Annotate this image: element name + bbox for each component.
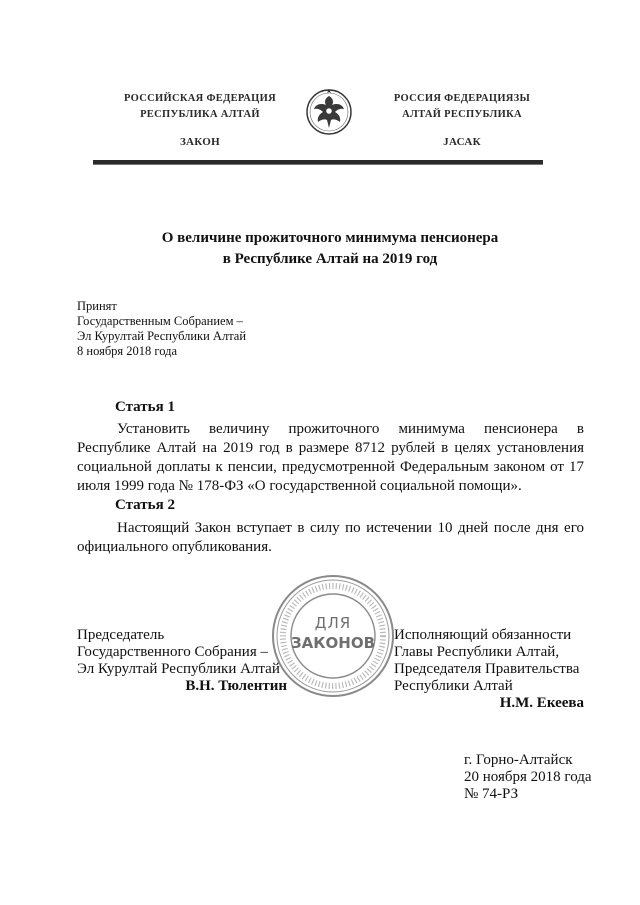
header-doctype-ru: ЗАКОН <box>179 136 221 148</box>
article-1-heading: Статья 1 <box>115 399 175 415</box>
signature-right-line-4: Республики Алтай <box>394 678 513 694</box>
place-city: г. Горно-Алтайск <box>464 752 573 768</box>
header-country-ru: РОССИЙСКАЯ ФЕДЕРАЦИЯ <box>124 93 276 104</box>
signature-right-line-2: Главы Республики Алтай, <box>394 644 560 660</box>
header-divider <box>93 160 543 165</box>
law-number: № 74-РЗ <box>464 786 519 802</box>
adopted-body-2: Эл Курултай Республики Алтай <box>77 329 247 343</box>
signature-right-name: Н.М. Екеева <box>499 695 584 711</box>
stamp-line-1: ДЛЯ <box>314 614 352 632</box>
adopted-body-1: Государственным Собранием – <box>77 314 243 328</box>
signature-left-line-3: Эл Курултай Республики Алтай <box>77 661 280 677</box>
signature-right <box>394 627 584 712</box>
signature-right-line-1: Исполняющий обязанности <box>394 627 572 643</box>
place-date: 20 ноября 2018 года <box>464 769 592 785</box>
article-1-text: Установить величину прожиточного минимума пенсионера в Республике Алтай на 2019 год в размере 8712 рублей в целях установления социальной доплаты к пенсии, предусмотренной Федеральным законом от 17 июля 1999 года № 178-ФЗ «О государственной социальной помощи». <box>77 421 584 494</box>
signature-left-line-1: Председатель <box>77 627 165 643</box>
signature-left <box>77 627 287 695</box>
adopted-date: 8 ноября 2018 года <box>77 344 178 358</box>
stamp-seal <box>270 573 396 699</box>
law-title <box>120 228 540 270</box>
signature-left-line-2: Государственного Собрания – <box>77 644 268 660</box>
article-2-text: Настоящий Закон вступает в силу по истечении 10 дней после дня его официального опубликования. <box>77 520 584 555</box>
header-country-alt: РОССИЯ ФЕДЕРАЦИЯЗЫ <box>393 93 531 104</box>
header-republic-ru: РЕСПУБЛИКА АЛТАЙ <box>140 109 260 120</box>
law-title-line-2: в Республике Алтай на 2019 год <box>222 251 438 267</box>
coat-of-arms-icon <box>304 84 354 144</box>
adopted-label: Принят <box>77 299 117 313</box>
stamp-line-2: ЗАКОНОВ <box>290 634 376 652</box>
header-left <box>100 91 300 150</box>
signature-right-line-3: Председателя Правительства <box>394 661 580 677</box>
adoption-info <box>77 299 246 359</box>
place-date-number <box>464 752 592 803</box>
header-right <box>362 91 562 150</box>
signature-left-name: В.Н. Тюлентин <box>185 678 287 694</box>
law-title-line-1: О величине прожиточного минимума пенсионера <box>161 230 499 246</box>
header-doctype-alt: JАСАК <box>443 136 481 148</box>
article-2-heading: Статья 2 <box>115 497 175 513</box>
header-republic-alt: АЛТАЙ РЕСПУБЛИКА <box>402 109 522 120</box>
